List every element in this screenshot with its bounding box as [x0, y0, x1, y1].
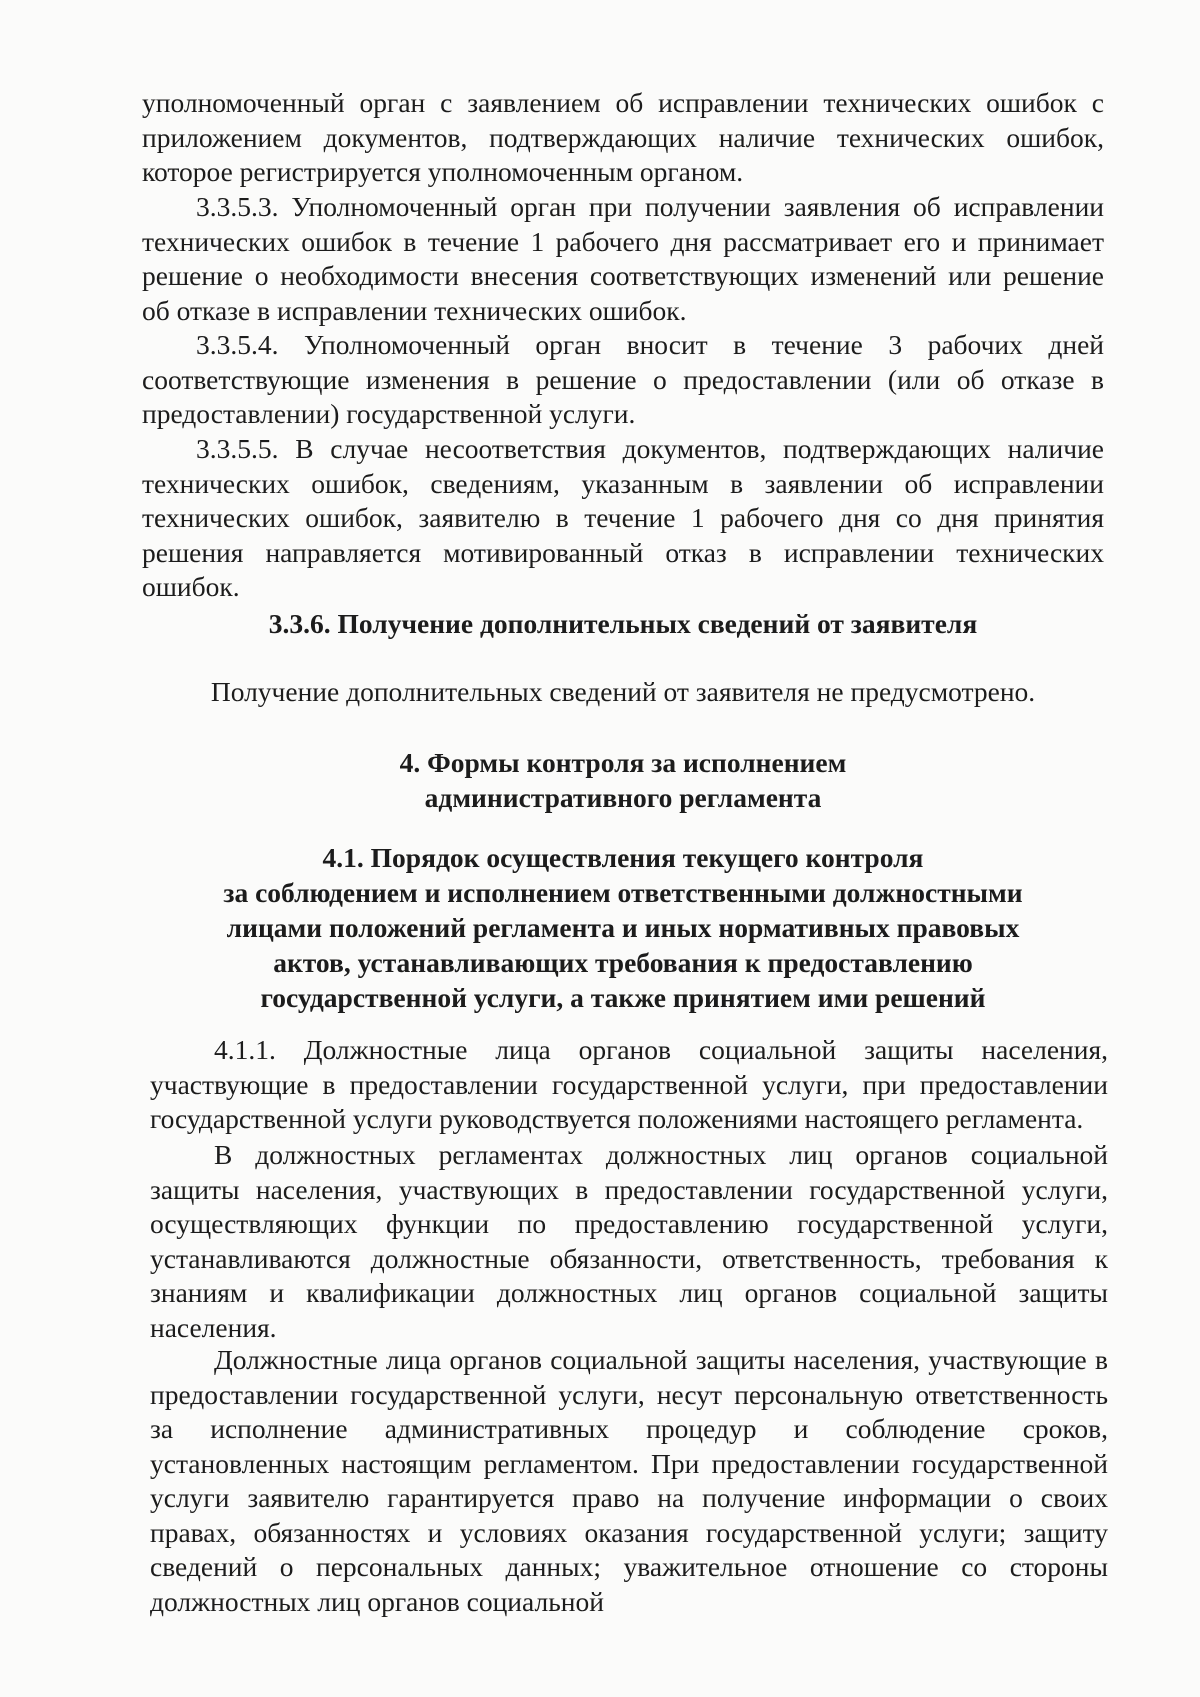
paragraph-responsibility: Должностные лица органов социальной защиты населения, участвующие в предоставлении государственной услуги, несут персональную ответственность за исполнение административных процедур и соблюдение сроков, установленных настоящим регламентом. При предоставлении государственной услуги заявителю гарантируется право на получение информации о своих правах, обязанностях и условиях оказания государственной услуги; защиту сведений о персональных данных; уважительное отношение со стороны должностных лиц органов социальной: [150, 1344, 1108, 1617]
paragraph-additional-info: Получение дополнительных сведений от заявителя не предусмотрено.: [210, 676, 1036, 707]
heading-section-4-1-line: лицами положений регламента и иных нормативных правовых: [226, 912, 1020, 943]
heading-section-4-1-line: государственной услуги, а также принятием ими решений: [260, 982, 986, 1013]
heading-section-4-1-line: за соблюдением и исполнением ответственными должностными: [223, 877, 1023, 908]
paragraph-3-3-5-4: 3.3.5.4. Уполномоченный орган вносит в течение 3 рабочих дней соответствующие изменения в решение о предоставлении (или об отказе в предоставлении) государственной услуги.: [142, 329, 1104, 429]
heading-section-4-1-line: актов, устанавливающих требования к предоставлению: [273, 947, 973, 978]
paragraph-continuation: уполномоченный орган с заявлением об исправлении технических ошибок с приложением документов, подтверждающих наличие технических ошибок, которое регистрируется уполномоченным органом.: [142, 87, 1104, 187]
paragraph-job-regulations: В должностных регламентах должностных лиц органов социальной защиты населения, участвующих в предоставлении государственной услуги, осуществляющих функции по предоставлению государственной услуги, устанавливаются должностные обязанности, ответственность, требования к знаниям и квалификации должностных лиц органов социальной защиты населения.: [150, 1139, 1108, 1343]
heading-section-4-line: административного регламента: [424, 782, 822, 813]
heading-section-4-1-line: 4.1. Порядок осуществления текущего контроля: [322, 842, 924, 873]
heading-3-3-6: 3.3.6. Получение дополнительных сведений от заявителя: [268, 608, 978, 639]
heading-section-4: [142, 745, 1104, 815]
heading-section-4-line: 4. Формы контроля за исполнением: [399, 747, 847, 778]
heading-section-4-1: [142, 840, 1104, 1015]
paragraph-3-3-5-5: 3.3.5.5. В случае несоответствия документов, подтверждающих наличие технических ошибок, сведениям, указанным в заявлении об исправлении технических ошибок, заявителю в течение 1 рабочего дня со дня принятия решения направляется мотивированный отказ в исправлении технических ошибок.: [142, 433, 1104, 602]
paragraph-3-3-5-3: 3.3.5.3. Уполномоченный орган при получении заявления об исправлении технических ошибок в течение 1 рабочего дня рассматривает его и принимает решение о необходимости внесения соответствующих изменений или решение об отказе в исправлении технических ошибок.: [142, 191, 1104, 326]
paragraph-4-1-1: 4.1.1. Должностные лица органов социальной защиты населения, участвующие в предоставлении государственной услуги, при предоставлении государственной услуги руководствуется положениями настоящего регламента.: [150, 1034, 1108, 1134]
